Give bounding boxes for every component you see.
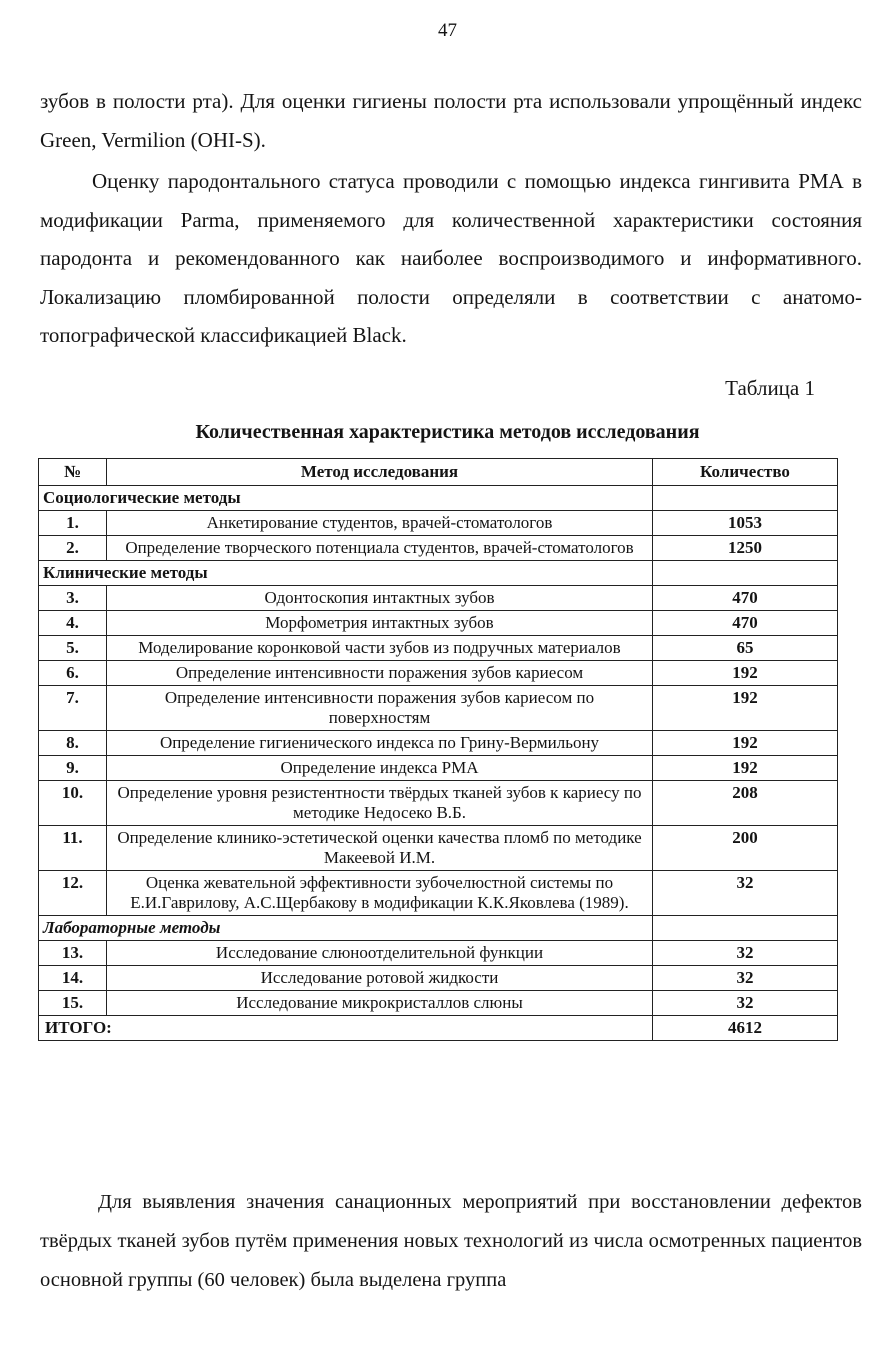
total-row: [39, 1016, 838, 1041]
table-row: [39, 941, 838, 966]
section-row-clinical: [39, 561, 838, 586]
row-method: Определение интенсивности поражения зубов кариесом: [107, 661, 653, 686]
row-number: 8.: [39, 731, 107, 756]
row-method: Исследование слюноотделительной функции: [107, 941, 653, 966]
header-number: №: [39, 459, 107, 486]
row-method: Исследование микрокристаллов слюны: [107, 991, 653, 1016]
section-empty-cell: [653, 486, 838, 511]
row-quantity: 32: [653, 871, 838, 916]
row-number: 7.: [39, 686, 107, 731]
row-quantity: 470: [653, 586, 838, 611]
row-quantity: 192: [653, 661, 838, 686]
table-row: [39, 871, 838, 916]
row-quantity: 208: [653, 781, 838, 826]
table-row: [39, 661, 838, 686]
section-title: Социологические методы: [39, 486, 653, 511]
table-row: [39, 686, 838, 731]
section-row-laboratory: [39, 916, 838, 941]
row-quantity: 200: [653, 826, 838, 871]
row-method: Определение интенсивности поражения зубов кариесом по поверхностям: [107, 686, 653, 731]
table-row: [39, 731, 838, 756]
table-row: [39, 966, 838, 991]
table-row: [39, 536, 838, 561]
section-row-sociological: [39, 486, 838, 511]
row-quantity: 32: [653, 966, 838, 991]
row-number: 12.: [39, 871, 107, 916]
table-row: [39, 756, 838, 781]
row-number: 6.: [39, 661, 107, 686]
section-title: Клинические методы: [39, 561, 653, 586]
row-quantity: 1053: [653, 511, 838, 536]
row-method: Определение индекса РМА: [107, 756, 653, 781]
row-method: Моделирование коронковой части зубов из подручных материалов: [107, 636, 653, 661]
header-quantity: Количество: [653, 459, 838, 486]
row-method: Определение творческого потенциала студентов, врачей-стоматологов: [107, 536, 653, 561]
row-number: 10.: [39, 781, 107, 826]
table-row: [39, 611, 838, 636]
row-method: Определение уровня резистентности твёрдых тканей зубов к кариесу по методике Недосеко В.Б.: [107, 781, 653, 826]
row-quantity: 192: [653, 686, 838, 731]
paragraph-periodontal-status: Оценку пародонтального статуса проводили с помощью индекса гингивита РМА в модификации Parma, применяемого для количественной характеристики состояния пародонта и рекомендованного как наиболее воспроизводимого и информативного. Локализацию пломбированной полости определяли в соответствии с анатомо-топографической классификацией Black.: [40, 169, 862, 347]
total-label: ИТОГО:: [39, 1016, 653, 1041]
row-quantity: 65: [653, 636, 838, 661]
row-number: 3.: [39, 586, 107, 611]
row-number: 14.: [39, 966, 107, 991]
table-row: [39, 636, 838, 661]
row-quantity: 192: [653, 731, 838, 756]
table-title: Количественная характеристика методов исследования: [195, 421, 700, 443]
row-number: 11.: [39, 826, 107, 871]
row-number: 1.: [39, 511, 107, 536]
row-quantity: 32: [653, 941, 838, 966]
row-quantity: 470: [653, 611, 838, 636]
row-method: Определение гигиенического индекса по Грину-Вермильону: [107, 731, 653, 756]
total-value: 4612: [653, 1016, 838, 1041]
row-number: 9.: [39, 756, 107, 781]
table-row: [39, 586, 838, 611]
table-row: [39, 991, 838, 1016]
section-title: Лабораторные методы: [39, 916, 653, 941]
section-empty-cell: [653, 561, 838, 586]
row-number: 4.: [39, 611, 107, 636]
row-method: Анкетирование студентов, врачей-стоматологов: [107, 511, 653, 536]
table-label: Таблица 1: [725, 376, 815, 400]
row-number: 2.: [39, 536, 107, 561]
section-empty-cell: [653, 916, 838, 941]
row-method: Исследование ротовой жидкости: [107, 966, 653, 991]
table-row: [39, 511, 838, 536]
table-row: [39, 826, 838, 871]
row-method: Оценка жевательной эффективности зубочелюстной системы по Е.И.Гаврилову, А.С.Щербакову в модификации К.К.Яковлева (1989).: [107, 871, 653, 916]
row-number: 15.: [39, 991, 107, 1016]
row-method: Морфометрия интактных зубов: [107, 611, 653, 636]
paragraph-hygiene-index: зубов в полости рта). Для оценки гигиены полости рта использовали упрощённый индекс Green, Vermilion (OHI-S).: [40, 89, 862, 152]
table-header-row: [39, 459, 838, 486]
row-number: 5.: [39, 636, 107, 661]
row-method: Одонтоскопия интактных зубов: [107, 586, 653, 611]
row-quantity: 192: [653, 756, 838, 781]
methods-table: [38, 458, 838, 1041]
row-method: Определение клинико-эстетической оценки качества пломб по методике Макеевой И.М.: [107, 826, 653, 871]
row-quantity: 1250: [653, 536, 838, 561]
paragraph-sanation: Для выявления значения санационных мероприятий при восстановлении дефектов твёрдых тканей зубов путём применения новых технологий из числа осмотренных пациентов основной группы (60 человек) была выделена группа: [40, 1191, 862, 1291]
page-number: 47: [438, 20, 457, 41]
row-number: 13.: [39, 941, 107, 966]
header-method: Метод исследования: [107, 459, 653, 486]
table-row: [39, 781, 838, 826]
row-quantity: 32: [653, 991, 838, 1016]
